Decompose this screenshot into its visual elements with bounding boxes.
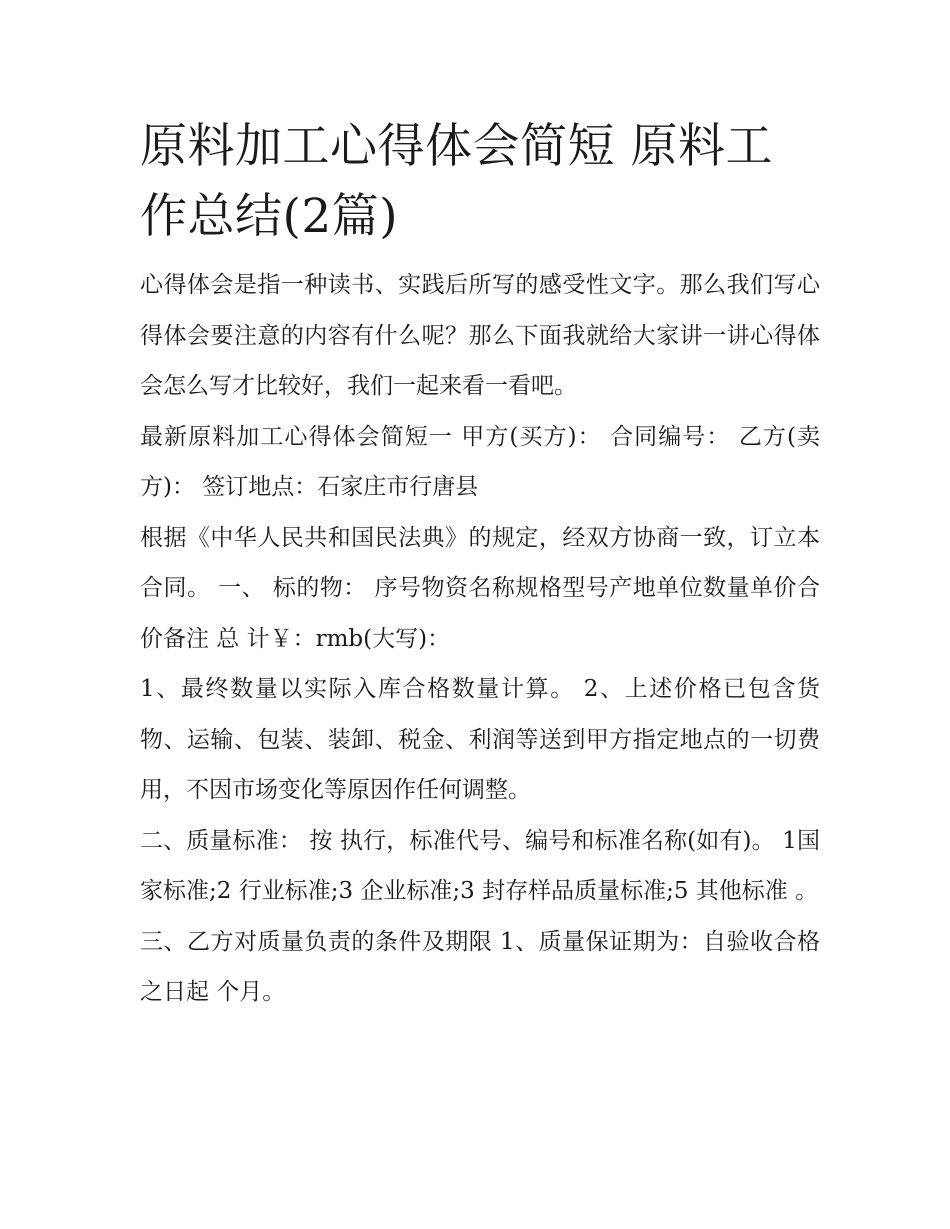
paragraph-intro: 心得体会是指一种读书、实践后所写的感受性文字。那么我们写心得体会要注意的内容有什么呢？那么下面我就给大家讲一讲心得体会怎么写才比较好，我们一起来看一看吧。 <box>140 272 820 399</box>
paragraph-quality-standard: 二、质量标准： 按 执行，标准代号、编号和标准名称(如有)。 1国家标准;2 行业标准;3 企业标准;3 封存样品质量标准;5 其他标准 。 <box>140 827 820 904</box>
paragraph-quality-guarantee: 三、乙方对质量负责的条件及期限 1、质量保证期为：自验收合格之日起 个月。 <box>140 928 820 1005</box>
paragraph-contract-basis: 根据《中华人民共和国民法典》的规定，经双方协商一致，订立本合同。 一、 标的物： 序号物资名称规格型号产地单位数量单价合价备注 总 计￥：rmb(大写)： <box>140 524 820 652</box>
paragraph-contract-header: 最新原料加工心得体会简短一 甲方(买方)： 合同编号： 乙方(卖方)： 签订地点：石家庄市行唐县 <box>140 423 820 500</box>
document-title: 原料加工心得体会简短 原料工作总结(2篇) <box>140 119 773 244</box>
paragraph-quantity-price: 1、最终数量以实际入库合格数量计算。 2、上述价格已包含货物、运输、包装、装卸、税金、利润等送到甲方指定地点的一切费用，不因市场变化等原因作任何调整。 <box>140 676 820 803</box>
document-body <box>140 260 820 1018</box>
document-page <box>140 112 820 1018</box>
